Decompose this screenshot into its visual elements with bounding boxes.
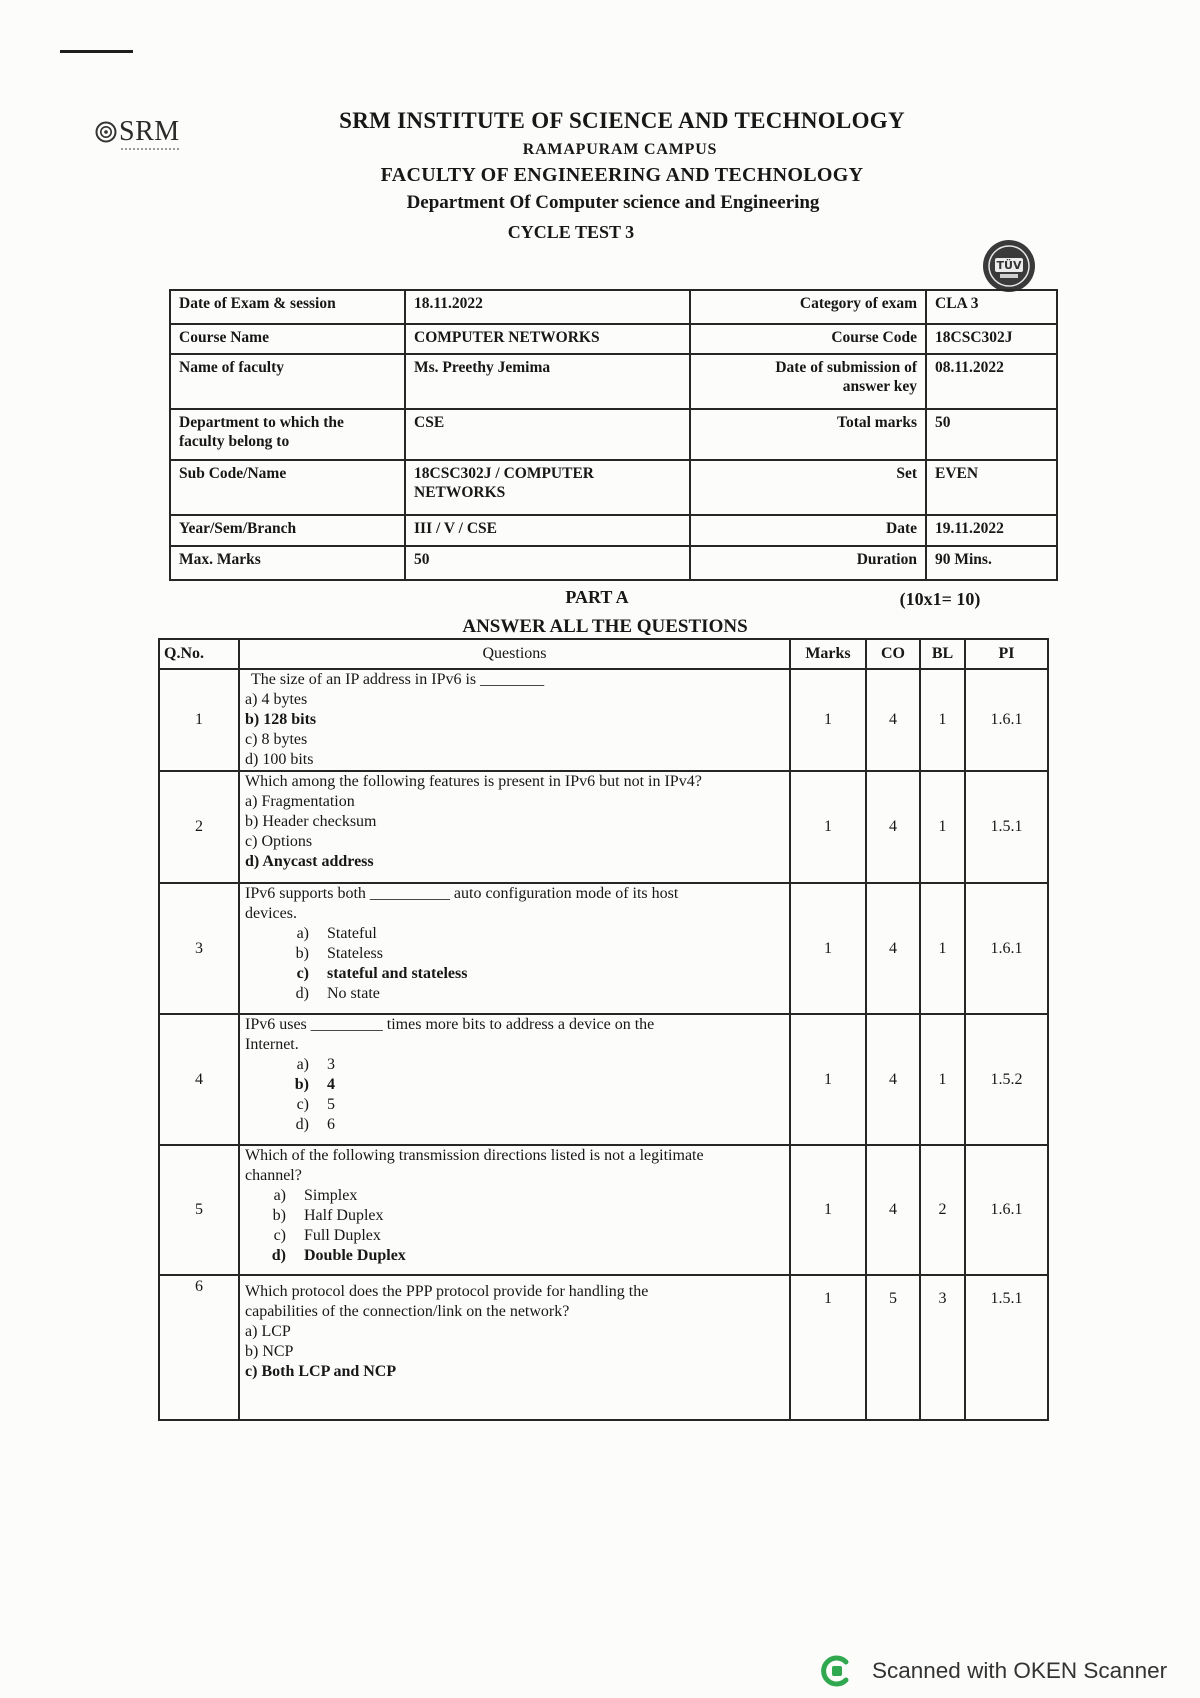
option-label: d) bbox=[245, 853, 260, 870]
option-label: d) bbox=[295, 985, 309, 1002]
info-value: 90 Mins. bbox=[926, 546, 1057, 580]
logo-text: SRM bbox=[119, 116, 180, 147]
info-value: CLA 3 bbox=[926, 290, 1057, 324]
questions-table bbox=[158, 638, 1049, 1421]
option-b bbox=[245, 710, 784, 730]
option-a bbox=[245, 690, 784, 710]
option-b bbox=[245, 944, 784, 964]
option-label: b) bbox=[245, 813, 259, 830]
test-name: CYCLE TEST 3 bbox=[507, 222, 635, 242]
question-pi: 1.6.1 bbox=[965, 883, 1048, 1014]
question-co: 4 bbox=[866, 771, 920, 883]
option-d bbox=[245, 750, 784, 770]
question-pi: 1.5.1 bbox=[965, 771, 1048, 883]
question-co: 4 bbox=[866, 1145, 920, 1275]
exam-info-row bbox=[170, 354, 1057, 409]
option-label: c) bbox=[245, 731, 258, 748]
question-bl: 3 bbox=[920, 1275, 965, 1420]
info-label: Date of submission of answer key bbox=[775, 359, 917, 395]
option-text: Half Duplex bbox=[304, 1207, 384, 1224]
question-bl: 1 bbox=[920, 771, 965, 883]
question-text: capabilities of the connection/link on the network? bbox=[245, 1303, 570, 1320]
option-label: a) bbox=[245, 1323, 258, 1340]
option-label: c) bbox=[245, 1363, 258, 1380]
info-label: Duration bbox=[690, 546, 926, 580]
option-text: Full Duplex bbox=[304, 1227, 381, 1244]
option-text: Anycast address bbox=[262, 853, 374, 870]
option-label: c) bbox=[296, 1096, 309, 1113]
question-pi: 1.6.1 bbox=[965, 1145, 1048, 1275]
question-cell bbox=[239, 771, 790, 883]
option-text: 4 bytes bbox=[261, 691, 308, 708]
question-co: 4 bbox=[866, 883, 920, 1014]
tuv-certification-badge-icon bbox=[982, 239, 1036, 293]
header-questions: Questions bbox=[239, 639, 790, 669]
info-value: CSE bbox=[405, 409, 690, 460]
option-d bbox=[245, 1246, 784, 1266]
option-label: b) bbox=[294, 1076, 309, 1093]
info-label: Department to which the faculty belong to bbox=[179, 414, 344, 450]
question-row bbox=[159, 771, 1048, 883]
institute-title: SRM INSTITUTE OF SCIENCE AND TECHNOLOGY bbox=[339, 108, 905, 133]
info-label: Course Name bbox=[170, 324, 405, 354]
department-name: Department Of Computer science and Engineering bbox=[406, 192, 820, 213]
question-bl: 1 bbox=[920, 883, 965, 1014]
exam-info-row bbox=[170, 546, 1057, 580]
question-pi: 1.5.1 bbox=[965, 1275, 1048, 1420]
option-text: Fragmentation bbox=[261, 793, 355, 810]
option-text: Simplex bbox=[304, 1187, 358, 1204]
option-label: b) bbox=[272, 1207, 286, 1224]
question-number: 2 bbox=[159, 771, 239, 883]
info-label: Year/Sem/Branch bbox=[170, 515, 405, 546]
info-label: Course Code bbox=[690, 324, 926, 354]
option-label: b) bbox=[245, 711, 260, 728]
exam-info-row bbox=[170, 409, 1057, 460]
exam-info-row bbox=[170, 460, 1057, 515]
option-label: c) bbox=[245, 833, 258, 850]
campus-name: RAMAPURAM CAMPUS bbox=[522, 141, 718, 158]
option-text: stateful and stateless bbox=[327, 965, 468, 982]
option-label: c) bbox=[296, 965, 309, 982]
info-value: 18CSC302J / COMPUTER NETWORKS bbox=[414, 465, 594, 501]
option-label: a) bbox=[245, 793, 258, 810]
srm-emblem-icon bbox=[95, 121, 117, 143]
header-pi: PI bbox=[965, 639, 1048, 669]
question-number: 1 bbox=[159, 669, 239, 771]
info-value: 08.11.2022 bbox=[926, 354, 1057, 409]
question-marks: 1 bbox=[790, 1014, 866, 1145]
option-text: LCP bbox=[261, 1323, 291, 1340]
info-label-cell bbox=[690, 354, 926, 409]
question-cell bbox=[239, 1275, 790, 1420]
question-row bbox=[159, 669, 1048, 771]
question-text: Which among the following features is present in IPv6 but not in IPv4? bbox=[245, 773, 702, 790]
option-label: d) bbox=[271, 1247, 286, 1264]
faculty-name: FACULTY OF ENGINEERING AND TECHNOLOGY bbox=[380, 164, 864, 186]
exam-info-row bbox=[170, 324, 1057, 354]
info-value: 19.11.2022 bbox=[926, 515, 1057, 546]
question-pi: 1.5.2 bbox=[965, 1014, 1048, 1145]
info-label: Total marks bbox=[690, 409, 926, 460]
option-c bbox=[245, 730, 784, 750]
info-label: Set bbox=[690, 460, 926, 515]
part-marks: (10x1= 10) bbox=[899, 589, 981, 609]
option-c bbox=[245, 964, 784, 984]
question-number: 5 bbox=[159, 1145, 239, 1275]
question-marks: 1 bbox=[790, 883, 866, 1014]
option-label: d) bbox=[295, 1116, 309, 1133]
info-label: Max. Marks bbox=[170, 546, 405, 580]
option-a bbox=[245, 1055, 784, 1075]
oken-scanner-icon bbox=[818, 1653, 854, 1689]
header-qno: Q.No. bbox=[159, 639, 239, 669]
question-bl: 1 bbox=[920, 1014, 965, 1145]
exam-info-table bbox=[169, 289, 1058, 581]
question-marks: 1 bbox=[790, 669, 866, 771]
option-text: 5 bbox=[327, 1096, 335, 1113]
option-text: 128 bits bbox=[263, 711, 317, 728]
question-marks: 1 bbox=[790, 1275, 866, 1420]
question-text: Which protocol does the PPP protocol provide for handling the bbox=[245, 1283, 649, 1300]
header-marks: Marks bbox=[790, 639, 866, 669]
info-value: Ms. Preethy Jemima bbox=[405, 354, 690, 409]
info-value: 50 bbox=[405, 546, 690, 580]
logo-tagline-mark bbox=[121, 148, 179, 150]
option-a bbox=[245, 792, 784, 812]
question-cell bbox=[239, 1014, 790, 1145]
option-label: a) bbox=[273, 1187, 286, 1204]
header-co: CO bbox=[866, 639, 920, 669]
question-co: 4 bbox=[866, 669, 920, 771]
option-a bbox=[245, 924, 784, 944]
info-value: COMPUTER NETWORKS bbox=[405, 324, 690, 354]
question-text: devices. bbox=[245, 905, 297, 922]
info-label: Date of Exam & session bbox=[170, 290, 405, 324]
option-text: 4 bbox=[327, 1076, 335, 1093]
option-c bbox=[245, 1226, 784, 1246]
option-text: Stateless bbox=[327, 945, 383, 962]
option-d bbox=[245, 852, 784, 872]
info-label: Date bbox=[690, 515, 926, 546]
option-label: b) bbox=[245, 1343, 259, 1360]
question-bl: 2 bbox=[920, 1145, 965, 1275]
option-text: Double Duplex bbox=[304, 1247, 406, 1264]
question-row bbox=[159, 1275, 1048, 1420]
question-bl: 1 bbox=[920, 669, 965, 771]
info-value: 18CSC302J bbox=[926, 324, 1057, 354]
question-marks: 1 bbox=[790, 1145, 866, 1275]
question-co: 5 bbox=[866, 1275, 920, 1420]
option-text: 100 bits bbox=[262, 751, 314, 768]
question-cell bbox=[239, 883, 790, 1014]
part-instruction: ANSWER ALL THE QUESTIONS bbox=[462, 616, 748, 637]
info-value: 18.11.2022 bbox=[405, 290, 690, 324]
info-value: 50 bbox=[926, 409, 1057, 460]
exam-info-row bbox=[170, 290, 1057, 324]
question-text: channel? bbox=[245, 1167, 302, 1184]
info-value-cell bbox=[405, 460, 690, 515]
option-d bbox=[245, 1115, 784, 1135]
question-text: Internet. bbox=[245, 1036, 299, 1053]
question-number: 6 bbox=[159, 1275, 239, 1420]
info-label: Name of faculty bbox=[170, 354, 405, 409]
info-value: EVEN bbox=[926, 460, 1057, 515]
question-pi: 1.6.1 bbox=[965, 669, 1048, 771]
option-text: Stateful bbox=[327, 925, 377, 942]
option-label: a) bbox=[245, 691, 258, 708]
info-label: Category of exam bbox=[690, 290, 926, 324]
option-text: NCP bbox=[262, 1343, 294, 1360]
question-cell bbox=[239, 1145, 790, 1275]
header-bl: BL bbox=[920, 639, 965, 669]
option-text: Header checksum bbox=[262, 813, 377, 830]
option-c bbox=[245, 1095, 784, 1115]
margin-mark bbox=[60, 50, 133, 53]
question-row bbox=[159, 1145, 1048, 1275]
option-label: b) bbox=[295, 945, 309, 962]
option-text: 8 bytes bbox=[261, 731, 308, 748]
info-label: Sub Code/Name bbox=[170, 460, 405, 515]
option-c bbox=[245, 832, 784, 852]
info-value: III / V / CSE bbox=[405, 515, 690, 546]
option-b bbox=[245, 812, 784, 832]
question-cell bbox=[239, 669, 790, 771]
question-text: The size of an IP address in IPv6 is ________ bbox=[251, 671, 545, 688]
badge-text: TÜV bbox=[996, 259, 1022, 272]
option-b bbox=[245, 1206, 784, 1226]
scanner-watermark-text: Scanned with OKEN Scanner bbox=[872, 1658, 1168, 1683]
option-a bbox=[245, 1322, 784, 1342]
option-label: a) bbox=[296, 1056, 309, 1073]
option-d bbox=[245, 984, 784, 1004]
option-b bbox=[245, 1342, 784, 1362]
question-text: IPv6 supports both __________ auto configuration mode of its host bbox=[245, 885, 679, 902]
question-number: 4 bbox=[159, 1014, 239, 1145]
info-label-cell bbox=[170, 409, 405, 460]
question-row bbox=[159, 883, 1048, 1014]
question-text: IPv6 uses _________ times more bits to address a device on the bbox=[245, 1016, 655, 1033]
option-b bbox=[245, 1075, 784, 1095]
question-number: 3 bbox=[159, 883, 239, 1014]
option-text: Options bbox=[261, 833, 313, 850]
option-text: 6 bbox=[327, 1116, 335, 1133]
option-label: d) bbox=[245, 751, 259, 768]
question-row bbox=[159, 1014, 1048, 1145]
option-text: No state bbox=[327, 985, 380, 1002]
exam-info-row bbox=[170, 515, 1057, 546]
option-label: a) bbox=[296, 925, 309, 942]
option-text: Both LCP and NCP bbox=[261, 1363, 397, 1380]
question-co: 4 bbox=[866, 1014, 920, 1145]
option-text: 3 bbox=[327, 1056, 335, 1073]
part-title: PART A bbox=[565, 587, 629, 607]
questions-header-row bbox=[159, 639, 1048, 669]
question-marks: 1 bbox=[790, 771, 866, 883]
srm-logo bbox=[94, 117, 194, 153]
option-a bbox=[245, 1186, 784, 1206]
question-text: Which of the following transmission directions listed is not a legitimate bbox=[245, 1147, 704, 1164]
option-label: c) bbox=[273, 1227, 286, 1244]
option-c bbox=[245, 1362, 784, 1382]
